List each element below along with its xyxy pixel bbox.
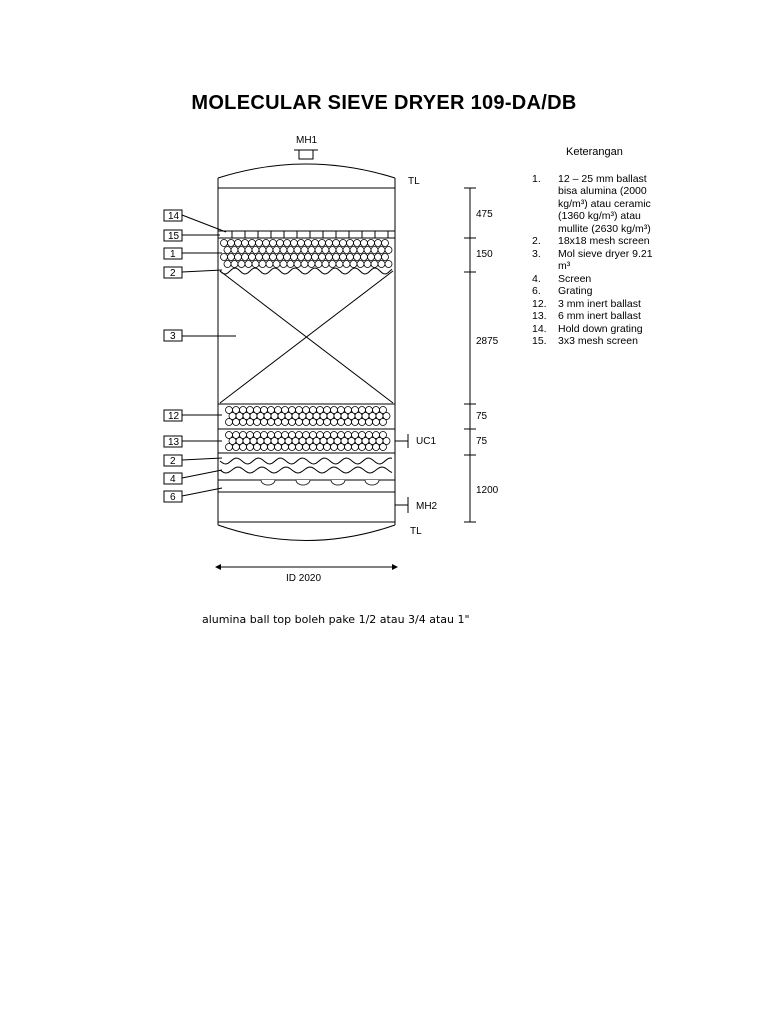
ballast-ball [333,240,340,247]
legend-item-number: 3. [532,247,541,260]
ballast-ball [354,254,361,261]
callout-12: 12 [168,411,180,422]
ballast-ball [385,261,392,268]
legend-item-number: 12. [532,297,547,310]
bottom-head [218,525,395,541]
legend-item-line: 3 mm inert ballast [558,297,641,310]
dimension-line [464,188,476,522]
ballast-ball [343,261,350,268]
ballast-ball [364,247,371,254]
ballast-ball [224,247,231,254]
ballast-ball [296,419,303,426]
ballast-ball [343,247,350,254]
ballast-ball [270,240,277,247]
ballast-ball [231,247,238,254]
tl-top-label: TL [408,176,420,187]
legend-item-line: 6 mm inert ballast [558,310,641,322]
ballast-ball [310,419,317,426]
legend-item [532,273,668,286]
legend-item [532,310,668,323]
manhole-mh1 [294,150,318,159]
ballast-ball [247,444,254,451]
legend-item-number: 15. [532,335,547,347]
ballast-ball [277,254,284,261]
callout-13: 13 [168,437,180,448]
legend-item-text [558,285,668,298]
ballast-ball [354,240,361,247]
ballast-ball [284,254,291,261]
top-head [218,164,395,178]
legend-item-number: 1. [532,172,541,185]
ballast-ball [380,444,387,451]
ballast-ball [315,261,322,268]
ballast-ball [305,240,312,247]
ballast-ball [287,247,294,254]
ballast-ball [256,254,263,261]
callout-15: 15 [168,231,180,242]
legend-items [532,173,668,348]
mol-sieve-bed [218,271,395,404]
ballast-ball [282,419,289,426]
ballast-ball [240,419,247,426]
ballast-layer-12 [226,407,391,426]
ballast-ball [231,261,238,268]
legend-item-line: m³ [558,260,571,272]
ballast-ball [245,261,252,268]
legend-item-line: Hold down grating [558,322,643,335]
ballast-ball [275,419,282,426]
ballast-ball [347,240,354,247]
ballast-ball [378,261,385,268]
callout-6: 6 [170,492,176,503]
note-text: alumina ball top boleh pake 1/2 atau 3/4 atau 1" [202,613,470,626]
ballast-ball [242,240,249,247]
ballast-ball [268,444,275,451]
nozzle-uc1 [395,434,408,448]
ballast-ball [238,247,245,254]
ballast-ball [249,254,256,261]
legend-item [532,323,668,336]
hold-down-grating [218,231,395,238]
ballast-ball [331,419,338,426]
ballast-ball [329,247,336,254]
ballast-ball [329,261,336,268]
legend-item-line: Grating [558,285,593,297]
legend-item [532,285,668,298]
ballast-ball [289,444,296,451]
ballast-ball [319,254,326,261]
ballast-ball [340,240,347,247]
ballast-ball [291,254,298,261]
callout-4: 4 [170,474,176,485]
legend-item-line: (1360 kg/m³) atau [558,210,641,222]
support-ball [296,480,310,485]
ballast-ball [308,247,315,254]
ballast-ball [361,254,368,261]
legend-item [532,173,668,236]
support-ball [261,480,275,485]
ballast-ball [273,247,280,254]
ballast-layer-1 [221,240,393,268]
ballast-ball [308,261,315,268]
legend-item-line: mullite (2630 kg/m³) [558,222,651,235]
ballast-ball [298,240,305,247]
mesh-screen-bottom [220,458,392,464]
legend-item-line: Mol sieve dryer 9.21 [558,247,653,260]
legend-item-text [558,173,668,236]
ballast-ball [235,240,242,247]
legend-item [532,248,668,273]
legend-item-number: 4. [532,272,541,285]
ballast-ball [221,254,228,261]
ballast-ball [259,247,266,254]
ballast-ball [347,254,354,261]
mh2-label: MH2 [416,501,438,512]
ballast-ball [256,240,263,247]
ballast-ball [364,261,371,268]
ballast-ball [298,254,305,261]
ballast-ball [345,444,352,451]
diagram-title: MOLECULAR SIEVE DRYER 109-DA/DB [191,92,577,114]
ballast-ball [282,444,289,451]
ballast-ball [233,444,240,451]
ballast-ball [291,240,298,247]
ballast-ball [287,261,294,268]
ballast-ball [385,247,392,254]
ballast-ball [228,254,235,261]
legend-item-line: 3x3 mesh screen [558,335,638,347]
ballast-ball [226,419,233,426]
legend-item-number: 13. [532,310,547,322]
ballast-ball [317,444,324,451]
ballast-ball [280,261,287,268]
ballast-ball [277,240,284,247]
legend-heading: Keterangan [566,146,623,158]
legend-item-line: 18x18 mesh screen [558,235,650,247]
ballast-ball [221,240,228,247]
ballast-ball [245,247,252,254]
legend-item-text [558,335,668,348]
ballast-ball [317,419,324,426]
callout-2a: 2 [170,268,176,279]
ballast-ball [371,247,378,254]
ballast-ball [340,254,347,261]
ballast-ball [268,419,275,426]
ballast-ball [319,240,326,247]
ballast-ball [322,247,329,254]
legend-item-line: 12 – 25 mm ballast [558,172,647,185]
ballast-ball [238,261,245,268]
dim-75-a: 75 [476,411,488,422]
legend-item-text [558,298,668,311]
ballast-ball [357,247,364,254]
ballast-ball [280,247,287,254]
ballast-ball [254,444,261,451]
ballast-ball [235,254,242,261]
ballast-ball [375,240,382,247]
ballast-ball [359,444,366,451]
ballast-ball [310,444,317,451]
ballast-ball [368,254,375,261]
legend-item-line: kg/m³) atau ceramic [558,197,651,210]
dim-475: 475 [476,209,493,220]
ballast-ball [275,444,282,451]
ballast-ball [345,419,352,426]
ballast-ball [312,240,319,247]
support-ball [331,480,345,485]
ballast-ball [359,419,366,426]
ballast-ball [373,444,380,451]
legend-item-text [558,273,668,286]
legend-item-number: 6. [532,285,541,297]
ballast-ball [382,254,389,261]
ballast-ball [324,419,331,426]
ballast-ball [382,240,389,247]
ballast-ball [228,240,235,247]
ballast-ball [366,419,373,426]
support-ball [365,480,379,485]
ballast-ball [296,444,303,451]
ballast-ball [324,444,331,451]
legend-item-line: Screen [558,272,592,285]
ballast-ball [371,261,378,268]
ballast-ball [240,444,247,451]
legend-item [532,235,668,248]
dim-75-b: 75 [476,436,488,447]
legend-item [532,298,668,311]
ballast-ball [266,247,273,254]
legend-item-text [558,248,668,273]
callout-1: 1 [170,249,176,260]
ballast-ball [249,240,256,247]
ballast-ball [273,261,280,268]
tl-bottom-label: TL [410,526,422,537]
dim-2875: 2875 [476,336,499,347]
ballast-ball [350,247,357,254]
legend-item-text [558,310,668,323]
ballast-ball [301,247,308,254]
ballast-ball [312,254,319,261]
ballast-ball [333,254,340,261]
ballast-ball [375,254,382,261]
ballast-ball [315,247,322,254]
legend-item-text [558,235,668,248]
ballast-ball [322,261,329,268]
legend-item-line: bisa alumina (2000 [558,185,647,197]
dim-1200: 1200 [476,485,499,496]
ballast-ball [224,261,231,268]
ballast-ball [378,247,385,254]
ballast-ball [252,247,259,254]
ballast-ball [263,240,270,247]
ballast-ball [336,247,343,254]
ballast-ball [233,419,240,426]
ballast-ball [305,254,312,261]
legend-item-number: 14. [532,322,547,335]
callout-14: 14 [168,211,180,222]
ballast-ball [289,419,296,426]
ballast-ball [242,254,249,261]
ballast-ball [301,261,308,268]
ballast-ball [380,419,387,426]
ballast-ball [303,444,310,451]
manhole-mh2 [395,497,408,513]
legend-item [532,335,668,348]
ballast-ball [261,419,268,426]
ballast-ball [254,419,261,426]
ballast-ball [266,261,273,268]
ballast-ball [366,444,373,451]
ballast-ball [270,254,277,261]
ballast-ball [303,419,310,426]
uc1-label: UC1 [416,436,437,447]
legend [532,146,668,348]
ballast-ball [352,419,359,426]
ballast-ball [361,240,368,247]
ballast-ball [326,240,333,247]
ballast-layer-13 [226,432,391,451]
ballast-ball [294,247,301,254]
mh1-label: MH1 [296,135,318,146]
ballast-ball [326,254,333,261]
ballast-ball [352,444,359,451]
ballast-ball [247,419,254,426]
ballast-ball [357,261,364,268]
callout-3: 3 [170,331,176,342]
ballast-ball [261,444,268,451]
ballast-ball [331,444,338,451]
dim-150: 150 [476,249,493,260]
diameter-label: ID 2020 [286,573,322,584]
ballast-ball [294,261,301,268]
ballast-ball [252,261,259,268]
ballast-ball [368,240,375,247]
ballast-ball [338,444,345,451]
callout-2b: 2 [170,456,176,467]
ballast-ball [226,444,233,451]
ballast-ball [284,240,291,247]
ballast-ball [259,261,266,268]
legend-item-number: 2. [532,235,541,247]
screen-layer [220,467,392,473]
ballast-ball [373,419,380,426]
ballast-ball [350,261,357,268]
ballast-ball [263,254,270,261]
legend-item-text [558,323,668,336]
ballast-ball [336,261,343,268]
support-balls [261,480,379,485]
mesh-screen-top [220,268,392,274]
ballast-ball [338,419,345,426]
